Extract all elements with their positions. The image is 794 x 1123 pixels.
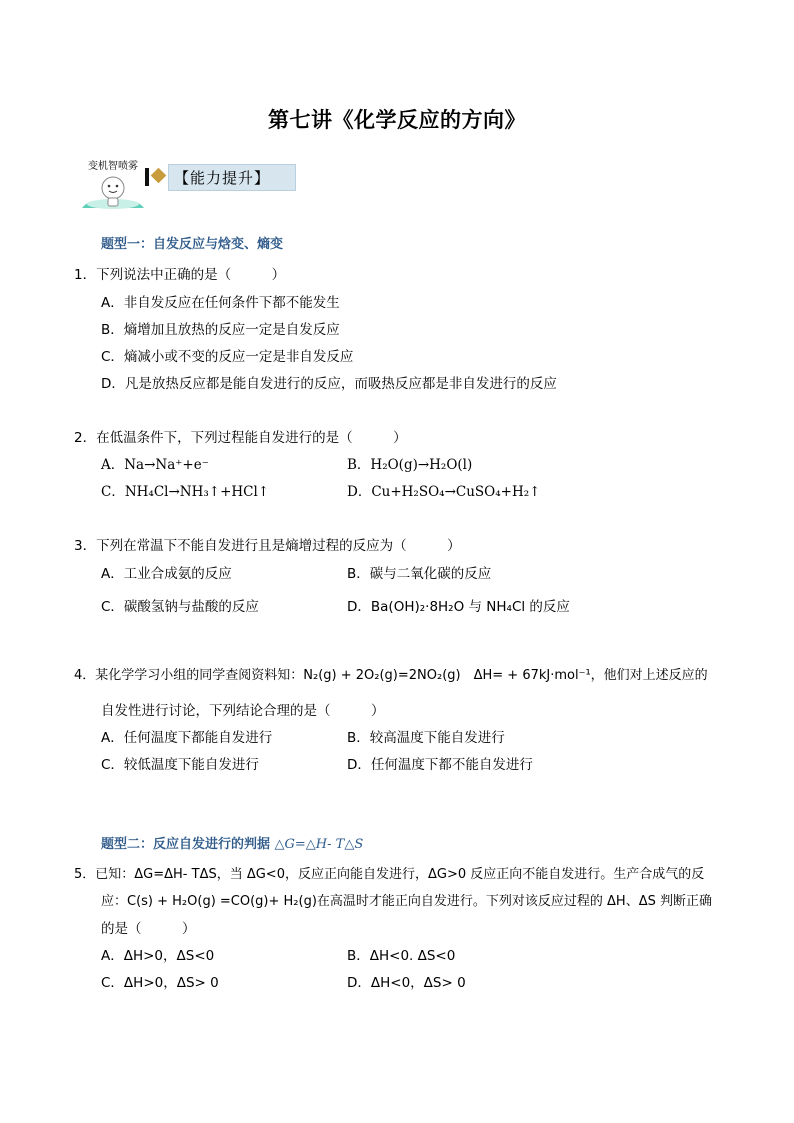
question-1-option-b: B．熵增加且放热的反应一定是自发反应 xyxy=(101,322,340,338)
section-heading-1: 题型一：自发反应与焓变、熵变 xyxy=(101,237,284,252)
question-4-option-d: D．任何温度下都不能自发进行 xyxy=(347,757,533,773)
diamond-icon xyxy=(151,168,167,184)
question-4-option-b: B．较高温度下能自发进行 xyxy=(347,730,505,746)
question-5-option-b: B．ΔH<0. ΔS<0 xyxy=(347,948,456,964)
question-2-option-c: C．NH₄Cl→NH₃↑+HCl↑ xyxy=(101,484,270,500)
section-heading-2-text: 题型二：反应自发进行的判据 xyxy=(101,837,275,852)
question-2-stem: 2．在低温条件下，下列过程能自发进行的是（ ） xyxy=(74,430,407,446)
badge-caption: 变机智喷雾 xyxy=(88,161,138,172)
spray-mascot-icon xyxy=(80,168,146,210)
question-4-stem: 4．某化学学习小组的同学查阅资料知：N₂(g) + 2O₂(g)=2NO₂(g) ΔH= + 67kJ·mol⁻¹，他们对上述反应的 xyxy=(74,668,708,683)
question-1-option-c: C．熵减小或不变的反应一定是非自发反应 xyxy=(101,349,354,365)
question-4-option-c: C．较低温度下能自发进行 xyxy=(101,757,259,773)
question-2-option-d: D．Cu+H₂SO₄→CuSO₄+H₂↑ xyxy=(347,484,541,500)
section-heading-2-formula: △G=△H- T△S xyxy=(274,837,364,852)
question-3-option-c: C．碳酸氢钠与盐酸的反应 xyxy=(101,599,259,615)
question-1-option-a: A．非自发反应在任何条件下都不能发生 xyxy=(101,295,340,311)
question-4-stem-continued: 自发性进行讨论，下列结论合理的是（ ） xyxy=(101,703,385,719)
question-1-option-d: D．凡是放热反应都是能自发进行的反应，而吸热反应都是非自发进行的反应 xyxy=(101,376,557,392)
question-5-stem-line-1: 5．已知：ΔG=ΔH- TΔS，当 ΔG<0，反应正向能自发进行，ΔG>0 反应正向不能自发进行。生产合成气的反 xyxy=(74,867,705,882)
question-5-option-a: A．ΔH>0，ΔS<0 xyxy=(101,948,215,964)
question-3-option-a: A．工业合成氨的反应 xyxy=(101,566,232,582)
page-title: 第七讲《化学反应的方向》 xyxy=(268,107,526,132)
question-2-option-b: B．H₂O(g)→H₂O(l) xyxy=(347,457,473,473)
question-5-stem-line-3: 的是（ ） xyxy=(101,921,196,937)
question-3-option-b: B．碳与二氧化碳的反应 xyxy=(347,566,492,582)
question-5-option-d: D．ΔH<0，ΔS> 0 xyxy=(347,975,466,991)
question-2-option-a: A．Na→Na⁺+e⁻ xyxy=(101,457,209,473)
ability-badge xyxy=(80,150,305,210)
question-5-option-c: C．ΔH>0，ΔS> 0 xyxy=(101,975,219,991)
question-3-stem: 3．下列在常温下不能自发进行且是熵增过程的反应为（ ） xyxy=(74,538,461,554)
badge-bar xyxy=(145,168,149,186)
question-5-stem-line-2: 应：C(s) + H₂O(g) =CO(g)+ H₂(g)在高温时才能正向自发进行。下列对该反应过程的 ΔH、ΔS 判断正确 xyxy=(101,894,712,909)
badge-label: 【能力提升】 xyxy=(168,164,296,191)
question-3-option-d: D．Ba(OH)₂·8H₂O 与 NH₄Cl 的反应 xyxy=(347,599,570,615)
question-4-option-a: A．任何温度下都能自发进行 xyxy=(101,730,273,746)
section-heading-2 xyxy=(101,833,363,852)
question-1-stem: 1．下列说法中正确的是（ ） xyxy=(74,267,286,283)
